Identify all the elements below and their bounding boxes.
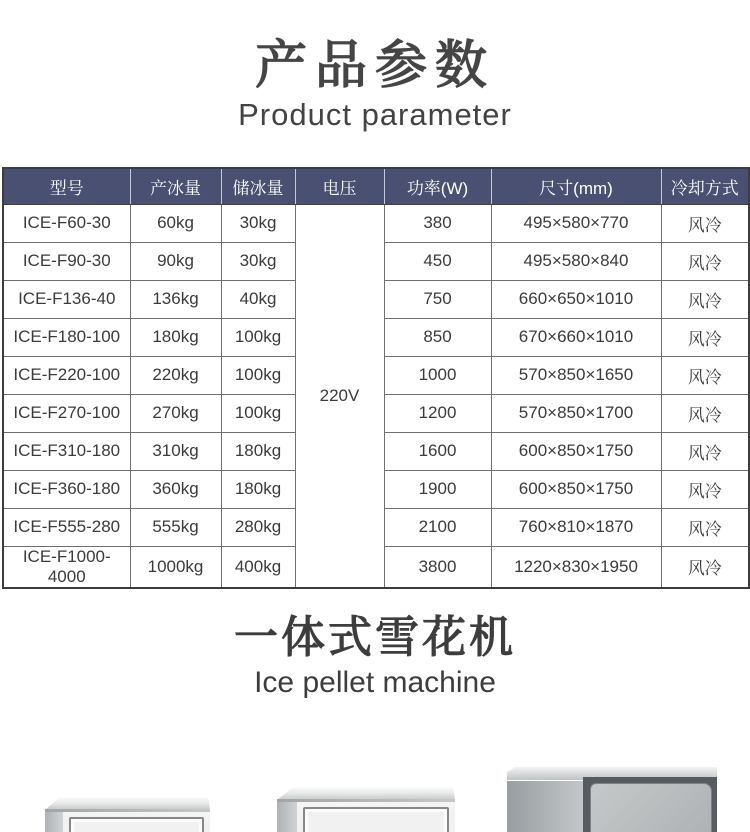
cell-cooling: 风冷 xyxy=(661,546,749,588)
cell-storage: 30kg xyxy=(221,242,295,280)
col-header-cooling: 冷却方式 xyxy=(661,168,749,204)
cell-power: 1600 xyxy=(384,432,491,470)
col-header-size: 尺寸(mm) xyxy=(491,168,661,204)
cell-size: 1220×830×1950 xyxy=(491,546,661,588)
cell-storage: 280kg xyxy=(221,508,295,546)
cell-cooling: 风冷 xyxy=(661,242,749,280)
cell-production: 1000kg xyxy=(130,546,221,588)
machine-front-face xyxy=(297,802,455,832)
machine-door-panel xyxy=(69,817,204,832)
section-title-en: Ice pellet machine xyxy=(254,666,496,699)
machine-door-panel xyxy=(303,807,449,832)
cell-cooling: 风冷 xyxy=(661,280,749,318)
cell-model: ICE-F136-40 xyxy=(3,280,130,318)
col-header-storage: 储冰量 xyxy=(221,168,295,204)
col-header-voltage: 电压 xyxy=(295,168,384,204)
cell-production: 310kg xyxy=(130,432,221,470)
cell-cooling: 风冷 xyxy=(661,432,749,470)
cell-model: ICE-F180-100 xyxy=(3,318,130,356)
cell-storage: 30kg xyxy=(221,204,295,242)
cell-production: 90kg xyxy=(130,242,221,280)
cell-model: ICE-F555-280 xyxy=(3,508,130,546)
machine-door-panel xyxy=(590,783,712,832)
cell-size: 600×850×1750 xyxy=(491,470,661,508)
cell-storage: 40kg xyxy=(221,280,295,318)
cell-storage: 400kg xyxy=(221,546,295,588)
cell-size: 670×660×1010 xyxy=(491,318,661,356)
cell-size: 570×850×1700 xyxy=(491,394,661,432)
cell-model: ICE-F60-30 xyxy=(3,204,130,242)
cell-storage: 100kg xyxy=(221,318,295,356)
cell-power: 1200 xyxy=(384,394,491,432)
product-image-machine-small xyxy=(45,797,210,832)
cell-production: 136kg xyxy=(130,280,221,318)
cell-cooling: 风冷 xyxy=(661,318,749,356)
cell-storage: 180kg xyxy=(221,432,295,470)
cell-cooling: 风冷 xyxy=(661,508,749,546)
cell-cooling: 风冷 xyxy=(661,470,749,508)
cell-model: ICE-F360-180 xyxy=(3,470,130,508)
cell-cooling: 风冷 xyxy=(661,394,749,432)
machine-side-face xyxy=(45,812,63,832)
machine-front-face xyxy=(583,777,717,832)
page-title-zh: 产品参数 xyxy=(254,35,495,96)
cell-model: ICE-F220-100 xyxy=(3,356,130,394)
col-header-power: 功率(W) xyxy=(384,168,491,204)
cell-model: ICE-F1000-4000 xyxy=(3,546,130,588)
cell-power: 450 xyxy=(384,242,491,280)
cell-power: 3800 xyxy=(384,546,491,588)
cell-production: 360kg xyxy=(130,470,221,508)
cell-storage: 100kg xyxy=(221,356,295,394)
cell-size: 660×650×1010 xyxy=(491,280,661,318)
page-title-en: Product parameter xyxy=(238,97,512,132)
col-header-production: 产冰量 xyxy=(130,168,221,204)
cell-storage: 100kg xyxy=(221,394,295,432)
cell-power: 850 xyxy=(384,318,491,356)
cell-size: 495×580×840 xyxy=(491,242,661,280)
table-header-row xyxy=(3,168,749,204)
col-header-model: 型号 xyxy=(3,168,130,204)
cell-power: 380 xyxy=(384,204,491,242)
cell-production: 555kg xyxy=(130,508,221,546)
cell-size: 600×850×1750 xyxy=(491,432,661,470)
machine-front-face xyxy=(63,812,210,832)
cell-power: 2100 xyxy=(384,508,491,546)
cell-production: 220kg xyxy=(130,356,221,394)
cell-cooling: 风冷 xyxy=(661,356,749,394)
cell-cooling: 风冷 xyxy=(661,204,749,242)
spec-table xyxy=(2,167,750,589)
cell-production: 270kg xyxy=(130,394,221,432)
cell-production: 180kg xyxy=(130,318,221,356)
cell-size: 760×810×1870 xyxy=(491,508,661,546)
cell-model: ICE-F90-30 xyxy=(3,242,130,280)
product-image-machine-medium xyxy=(277,787,455,832)
cell-power: 1000 xyxy=(384,356,491,394)
table-row xyxy=(3,204,749,242)
cell-production: 60kg xyxy=(130,204,221,242)
section-title-zh: 一体式雪花机 xyxy=(234,612,516,663)
cell-model: ICE-F270-100 xyxy=(3,394,130,432)
product-image-machine-large xyxy=(507,767,717,832)
cell-size: 570×850×1650 xyxy=(491,356,661,394)
machine-side-face xyxy=(277,802,297,832)
cell-storage: 180kg xyxy=(221,470,295,508)
cell-voltage-merged: 220V xyxy=(295,204,384,588)
cell-power: 1900 xyxy=(384,470,491,508)
cell-model: ICE-F310-180 xyxy=(3,432,130,470)
machine-side-face xyxy=(507,781,583,832)
cell-power: 750 xyxy=(384,280,491,318)
cell-size: 495×580×770 xyxy=(491,204,661,242)
